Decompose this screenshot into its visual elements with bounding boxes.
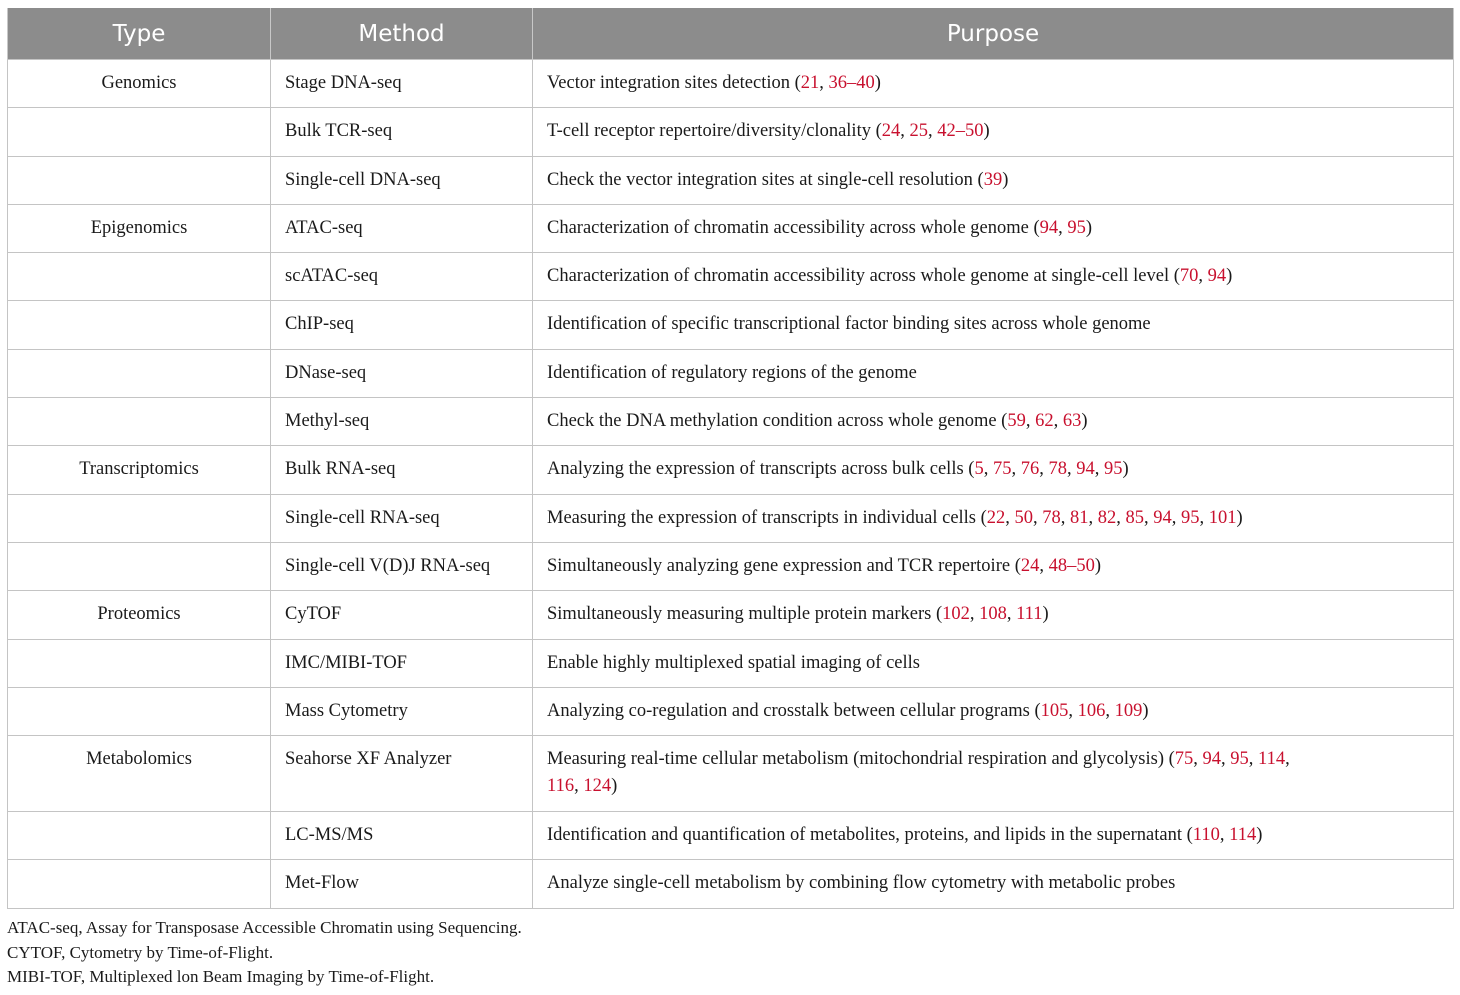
purpose-text: ) — [1042, 604, 1049, 625]
purpose-text: , — [819, 73, 829, 93]
cell-type — [8, 687, 271, 735]
reference-link[interactable]: 22 — [986, 507, 1006, 528]
cell-purpose — [533, 687, 1454, 735]
reference-link[interactable]: 21 — [800, 73, 820, 93]
table-row — [8, 349, 1454, 397]
purpose-text: Analyzing the expression of transcripts across bulk cells ( — [547, 459, 975, 480]
cell-type — [8, 639, 271, 687]
purpose-text: , — [1198, 266, 1208, 287]
header-type: Type — [8, 8, 271, 60]
table-row — [8, 687, 1454, 735]
purpose-text: Measuring real-time cellular metabolism (mitochondrial respiration and glycolysis) ( — [547, 749, 1175, 770]
cell-purpose — [533, 639, 1454, 687]
cell-type — [8, 398, 271, 446]
purpose-text: , — [1005, 507, 1015, 528]
cell-method: Seahorse XF Analyzer — [271, 736, 533, 812]
reference-link[interactable]: 94 — [1207, 266, 1227, 287]
purpose-text: , — [1171, 507, 1182, 528]
purpose-text: Check the vector integration sites at single-cell resolution ( — [547, 169, 984, 190]
purpose-text: , — [1039, 555, 1049, 576]
cell-type — [8, 812, 271, 860]
cell-type — [8, 860, 271, 908]
table-row — [8, 736, 1454, 812]
purpose-text: Enable highly multiplexed spatial imaging of cells — [547, 652, 920, 673]
purpose-text: Analyze single-cell metabolism by combining flow cytometry with metabolic probes — [547, 873, 1176, 894]
purpose-text: , — [1221, 749, 1231, 770]
purpose-text: Characterization of chromatin accessibility across whole genome at single-cell level ( — [547, 266, 1180, 287]
cell-purpose — [533, 542, 1454, 590]
table-row — [8, 812, 1454, 860]
reference-link[interactable]: 62 — [1035, 411, 1054, 432]
reference-link[interactable]: 124 — [583, 776, 612, 797]
reference-link[interactable]: 75 — [1174, 749, 1194, 770]
purpose-text: , — [1144, 507, 1154, 528]
purpose-text: , — [1025, 411, 1036, 432]
purpose-text: , — [1039, 459, 1049, 480]
reference-link[interactable]: 102 — [942, 604, 970, 625]
reference-link[interactable]: 50 — [1014, 507, 1034, 528]
purpose-text: , — [983, 459, 993, 480]
reference-link[interactable]: 111 — [1016, 604, 1043, 625]
purpose-text: , — [1094, 459, 1104, 480]
purpose-text: ) — [1081, 411, 1088, 432]
purpose-text: Simultaneously measuring multiple protein markers ( — [547, 604, 943, 625]
cell-type — [8, 253, 271, 301]
cell-method: Stage DNA-seq — [271, 60, 533, 108]
purpose-text: , — [900, 121, 910, 142]
purpose-text: Simultaneously analyzing gene expression and TCR repertoire ( — [547, 555, 1021, 576]
cell-method: Single-cell V(D)J RNA-seq — [271, 542, 533, 590]
purpose-text: T-cell receptor repertoire/diversity/clonality ( — [547, 121, 882, 142]
table-row — [8, 108, 1454, 156]
cell-method: Met-Flow — [271, 860, 533, 908]
purpose-text: , — [1116, 507, 1126, 528]
cell-type — [8, 156, 271, 204]
reference-link[interactable]: 24 — [881, 121, 901, 142]
purpose-text: , — [1066, 459, 1077, 480]
purpose-text: , — [1058, 217, 1068, 238]
cell-type — [8, 108, 271, 156]
table-row — [8, 860, 1454, 908]
table-row — [8, 156, 1454, 204]
footnote-mibi: MIBI-TOF, Multiplexed lon Beam Imaging by Time-of-Flight. — [7, 967, 435, 986]
reference-link[interactable]: 81 — [1070, 507, 1089, 528]
reference-link[interactable]: 95 — [1103, 459, 1123, 480]
purpose-text: Identification and quantification of metabolites, proteins, and lipids in the supernatant ( — [547, 825, 1193, 846]
table-row — [8, 639, 1454, 687]
reference-link[interactable]: 109 — [1114, 700, 1143, 721]
cell-method: ATAC-seq — [271, 204, 533, 252]
purpose-text: ) — [983, 121, 990, 142]
reference-link[interactable]: 94 — [1076, 459, 1095, 480]
cell-purpose — [533, 494, 1454, 542]
reference-link[interactable]: 114 — [1229, 825, 1257, 846]
cell-type: Proteomics — [8, 591, 271, 639]
purpose-text: Characterization of chromatin accessibility across whole genome ( — [547, 217, 1040, 238]
cell-type — [8, 494, 271, 542]
purpose-text: , — [1033, 507, 1043, 528]
cell-type — [8, 349, 271, 397]
footnote-cytof: CYTOF, Cytometry by Time-of-Flight. — [7, 942, 274, 962]
reference-link[interactable]: 78 — [1048, 459, 1067, 480]
reference-link[interactable]: 24 — [1020, 555, 1040, 576]
reference-link[interactable]: 48–50 — [1048, 555, 1095, 576]
purpose-text: ) — [1256, 825, 1263, 846]
cell-method: Methyl-seq — [271, 398, 533, 446]
purpose-text: , — [1011, 459, 1021, 480]
cell-type: Epigenomics — [8, 204, 271, 252]
cell-purpose — [533, 204, 1454, 252]
table-row — [8, 591, 1454, 639]
omics-table-container — [7, 8, 1453, 909]
reference-link[interactable]: 70 — [1179, 266, 1199, 287]
cell-method: IMC/MIBI-TOF — [271, 639, 533, 687]
cell-method: scATAC-seq — [271, 253, 533, 301]
cell-purpose — [533, 108, 1454, 156]
purpose-text: , — [1193, 749, 1203, 770]
cell-method: CyTOF — [271, 591, 533, 639]
reference-link[interactable]: 94 — [1153, 507, 1172, 528]
cell-type — [8, 542, 271, 590]
purpose-text: Analyzing co-regulation and crosstalk between cellular programs ( — [547, 700, 1041, 721]
reference-link[interactable]: 108 — [979, 604, 1007, 625]
cell-purpose — [533, 446, 1454, 494]
header-purpose: Purpose — [533, 8, 1454, 60]
reference-link[interactable]: 116 — [547, 776, 575, 797]
purpose-text: Identification of specific transcriptional factor binding sites across whole genome — [547, 314, 1151, 335]
table-body — [8, 60, 1454, 909]
reference-link[interactable]: 63 — [1062, 411, 1082, 432]
reference-link[interactable]: 59 — [1007, 411, 1026, 432]
purpose-text: , — [1088, 507, 1098, 528]
table-row — [8, 398, 1454, 446]
purpose-text: , — [1248, 749, 1259, 770]
purpose-text: ) — [1226, 266, 1233, 287]
cell-method: Single-cell RNA-seq — [271, 494, 533, 542]
reference-link[interactable]: 76 — [1020, 459, 1040, 480]
purpose-text: , — [1006, 604, 1017, 625]
footnote-atac: ATAC-seq, Assay for Transposase Accessible Chromatin using Sequencing. — [7, 918, 522, 937]
reference-link[interactable]: 101 — [1208, 507, 1237, 528]
purpose-text: , — [574, 776, 584, 797]
purpose-text: ) — [1094, 555, 1102, 576]
purpose-text: , — [1105, 700, 1115, 721]
cell-purpose — [533, 860, 1454, 908]
purpose-text: , — [928, 121, 938, 142]
reference-link[interactable]: 105 — [1040, 700, 1069, 721]
table-row — [8, 204, 1454, 252]
cell-purpose — [533, 812, 1454, 860]
purpose-text: ) — [611, 776, 618, 797]
reference-link[interactable]: 42–50 — [937, 121, 984, 142]
cell-purpose — [533, 156, 1454, 204]
purpose-text: , — [1068, 700, 1078, 721]
table-header-row — [8, 8, 1454, 60]
purpose-text: Vector integration sites detection ( — [547, 73, 801, 93]
purpose-text: Measuring the expression of transcripts in individual cells ( — [547, 507, 987, 528]
reference-link[interactable]: 94 — [1039, 217, 1059, 238]
purpose-text: , — [1219, 825, 1230, 846]
reference-link[interactable]: 82 — [1097, 507, 1117, 528]
cell-purpose — [533, 349, 1454, 397]
reference-link[interactable]: 95 — [1230, 749, 1249, 770]
purpose-text: ) — [1142, 700, 1149, 721]
cell-method: LC-MS/MS — [271, 812, 533, 860]
cell-method: Single-cell DNA-seq — [271, 156, 533, 204]
reference-link[interactable]: 85 — [1125, 507, 1145, 528]
purpose-text: Identification of regulatory regions of the genome — [547, 362, 917, 383]
purpose-text: ) — [1085, 217, 1093, 238]
purpose-text: , — [1199, 507, 1209, 528]
cell-method: DNase-seq — [271, 349, 533, 397]
table-row — [8, 494, 1454, 542]
purpose-text: Check the DNA methylation condition across whole genome ( — [547, 411, 1008, 432]
reference-link[interactable]: 25 — [909, 121, 928, 142]
cell-type — [8, 301, 271, 349]
purpose-text: , — [1060, 507, 1071, 528]
cell-purpose — [533, 301, 1454, 349]
reference-link[interactable]: 95 — [1181, 507, 1200, 528]
cell-method: ChIP-seq — [271, 301, 533, 349]
cell-purpose — [533, 736, 1454, 812]
purpose-text: ) — [874, 73, 881, 93]
cell-method: Bulk RNA-seq — [271, 446, 533, 494]
purpose-text: ) — [1236, 507, 1243, 528]
purpose-text: ) — [1122, 459, 1129, 480]
reference-link[interactable]: 106 — [1077, 700, 1106, 721]
cell-purpose — [533, 591, 1454, 639]
reference-link[interactable]: 36–40 — [828, 73, 875, 93]
purpose-text: , — [969, 604, 980, 625]
purpose-text: , — [1285, 749, 1290, 770]
cell-method: Mass Cytometry — [271, 687, 533, 735]
table-row — [8, 60, 1454, 108]
reference-link[interactable]: 95 — [1067, 217, 1086, 238]
omics-methods-table — [7, 8, 1454, 909]
table-row — [8, 301, 1454, 349]
cell-purpose — [533, 60, 1454, 108]
table-row — [8, 253, 1454, 301]
cell-type: Genomics — [8, 60, 271, 108]
cell-purpose — [533, 398, 1454, 446]
cell-method: Bulk TCR-seq — [271, 108, 533, 156]
cell-type: Metabolomics — [8, 736, 271, 812]
reference-link[interactable]: 114 — [1258, 749, 1286, 770]
purpose-text: , — [1053, 411, 1063, 432]
reference-link[interactable]: 110 — [1192, 825, 1220, 846]
header-method: Method — [271, 8, 533, 60]
reference-link[interactable]: 78 — [1042, 507, 1061, 528]
reference-link[interactable]: 5 — [974, 459, 984, 480]
purpose-text: ) — [1002, 169, 1009, 190]
table-row — [8, 446, 1454, 494]
reference-link[interactable]: 75 — [992, 459, 1012, 480]
table-row — [8, 542, 1454, 590]
reference-link[interactable]: 94 — [1202, 749, 1222, 770]
cell-purpose — [533, 253, 1454, 301]
footnotes — [7, 916, 522, 990]
reference-link[interactable]: 39 — [983, 169, 1003, 190]
cell-type: Transcriptomics — [8, 446, 271, 494]
